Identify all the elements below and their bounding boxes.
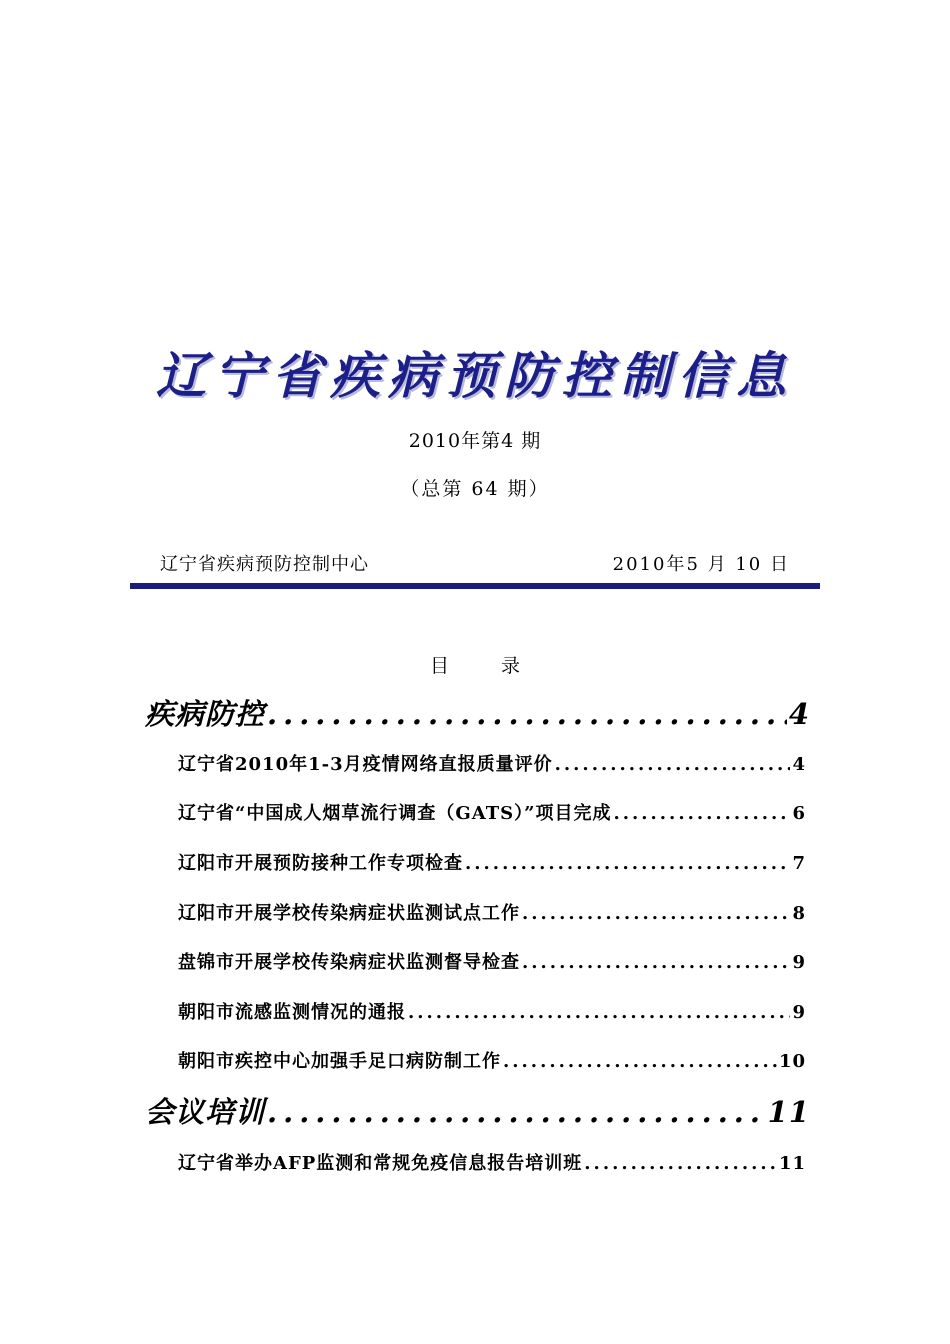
toc-leader-dots [267,1095,766,1129]
toc-item[interactable] [178,849,806,875]
toc-page-number: 4 [792,754,806,775]
toc-leader-dots [408,1002,790,1023]
toc-item[interactable] [178,1149,806,1175]
toc-section-title: 疾病防控 [145,697,266,731]
toc-item-label: 盘锦市开展学校传染病症状监测督导检查 [178,952,520,973]
toc-leader-dots [522,952,790,973]
toc-page-number: 10 [778,1051,806,1072]
toc-page-number: 7 [792,853,806,874]
toc-item[interactable] [178,899,806,925]
toc-item-label: 朝阳市流感监测情况的通报 [178,1002,406,1023]
toc-page-number: 4 [788,697,810,731]
toc-page-number: 8 [792,903,806,924]
toc-item[interactable] [178,1047,806,1073]
toc-heading: 目录 [429,655,572,677]
toc-leader-dots [465,853,790,874]
toc-section-meetings-training[interactable] [145,1090,810,1131]
toc-item[interactable] [178,750,806,776]
toc-item[interactable] [178,948,806,974]
toc-item-label: 朝阳市疾控中心加强手足口病防制工作 [178,1051,501,1072]
issue-number: 2010年第4 期 [408,430,542,452]
toc-leader-dots [555,754,791,775]
toc-page-number: 11 [778,1153,806,1174]
toc-page-number: 9 [792,1002,806,1023]
toc-item-label: 辽宁省“中国成人烟草流行调查（GATS）”项目完成 [178,803,612,824]
toc-page-number: 11 [767,1095,810,1129]
toc-leader-dots [584,1153,777,1174]
publication-date: 2010年5 月 10 日 [612,554,790,575]
toc-item-label: 辽阳市开展预防接种工作专项检查 [178,853,463,874]
toc-leader-dots [522,903,790,924]
toc-item[interactable] [178,998,806,1024]
toc-leader-dots [613,803,790,824]
toc-leader-dots [267,697,787,731]
header-divider [130,583,820,589]
toc-section-title: 会议培训 [145,1095,266,1129]
toc-section-disease-control[interactable] [145,692,810,733]
total-issue-number: （总第 64 期） [400,478,550,500]
toc-item-label: 辽宁省举办AFP监测和常规免疫信息报告培训班 [178,1153,583,1174]
toc-page-number: 6 [792,803,806,824]
publisher-organization: 辽宁省疾病预防控制中心 [160,554,369,575]
toc-item[interactable] [178,799,806,825]
toc-leader-dots [503,1051,777,1072]
toc-page-number: 9 [792,952,806,973]
toc-item-label: 辽宁省2010年1-3月疫情网络直报质量评价 [178,754,553,775]
toc-item-label: 辽阳市开展学校传染病症状监测试点工作 [178,903,520,924]
publication-title: 辽宁省疾病预防控制信息 [156,346,794,405]
